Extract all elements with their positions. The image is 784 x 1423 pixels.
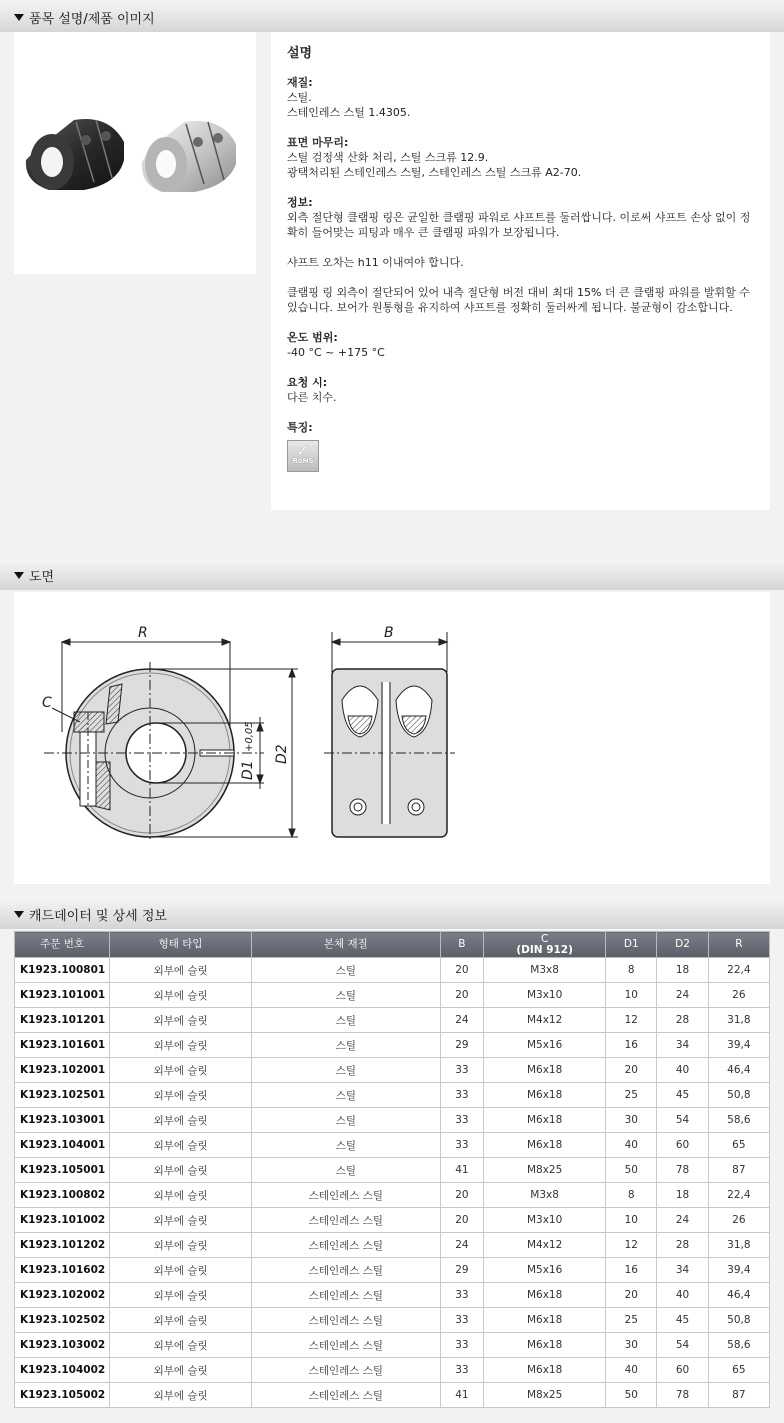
table-cell: 스테인레스 스틸 <box>252 1308 441 1333</box>
table-cell: M6x18 <box>484 1058 606 1083</box>
table-cell: M6x18 <box>484 1333 606 1358</box>
temperature-value: -40 °C ~ +175 °C <box>287 346 385 359</box>
info-paragraph: 샤프트 오차는 h11 이내여야 합니다. <box>287 256 464 269</box>
table-cell: 30 <box>606 1333 657 1358</box>
order-number-cell[interactable]: K1923.101202 <box>15 1233 110 1258</box>
table-cell: 33 <box>440 1133 483 1158</box>
temperature-label: 온도 범위: <box>287 331 338 344</box>
info-label: 정보: <box>287 196 313 209</box>
table-row[interactable] <box>15 958 770 983</box>
table-cell: M6x18 <box>484 1358 606 1383</box>
order-number-cell[interactable]: K1923.102001 <box>15 1058 110 1083</box>
table-cell: 외부에 슬릿 <box>110 1083 252 1108</box>
table-cell: 8 <box>606 1183 657 1208</box>
table-cell: 46,4 <box>708 1058 769 1083</box>
table-cell: 8 <box>606 958 657 983</box>
table-cell: 20 <box>606 1283 657 1308</box>
table-cell: 29 <box>440 1258 483 1283</box>
column-header[interactable]: D1 <box>606 932 657 958</box>
table-cell: 스틸 <box>252 1058 441 1083</box>
table-header-row <box>15 932 770 958</box>
table-cell: 40 <box>606 1133 657 1158</box>
table-cell: 40 <box>606 1358 657 1383</box>
table-cell: 54 <box>657 1333 708 1358</box>
features-label: 특징: <box>287 421 313 434</box>
order-number-cell[interactable]: K1923.100802 <box>15 1183 110 1208</box>
table-row[interactable] <box>15 1008 770 1033</box>
table-cell: 스테인레스 스틸 <box>252 1183 441 1208</box>
table-cell: 45 <box>657 1083 708 1108</box>
table-row[interactable] <box>15 1358 770 1383</box>
table-cell: 58,6 <box>708 1108 769 1133</box>
silver-collar <box>142 121 236 192</box>
order-number-cell[interactable]: K1923.102502 <box>15 1308 110 1333</box>
table-cell: 스테인레스 스틸 <box>252 1233 441 1258</box>
table-cell: 스틸 <box>252 1083 441 1108</box>
table-cell: 스테인레스 스틸 <box>252 1383 441 1408</box>
table-cell: 45 <box>657 1308 708 1333</box>
table-cell: 24 <box>440 1233 483 1258</box>
table-cell: 외부에 슬릿 <box>110 958 252 983</box>
table-cell: 스테인레스 스틸 <box>252 1358 441 1383</box>
order-number-cell[interactable]: K1923.101001 <box>15 983 110 1008</box>
table-cell: 외부에 슬릿 <box>110 1258 252 1283</box>
column-header[interactable]: D2 <box>657 932 708 958</box>
table-cell: 33 <box>440 1058 483 1083</box>
table-cell: 87 <box>708 1158 769 1183</box>
order-number-cell[interactable]: K1923.105001 <box>15 1158 110 1183</box>
column-header[interactable]: B <box>440 932 483 958</box>
order-number-cell[interactable]: K1923.100801 <box>15 958 110 983</box>
table-row[interactable] <box>15 1383 770 1408</box>
order-number-cell[interactable]: K1923.105002 <box>15 1383 110 1408</box>
table-cell: 46,4 <box>708 1283 769 1308</box>
table-cell: 24 <box>440 1008 483 1033</box>
order-number-cell[interactable]: K1923.101602 <box>15 1258 110 1283</box>
table-row[interactable] <box>15 1333 770 1358</box>
table-cell: 41 <box>440 1158 483 1183</box>
cad-data-table <box>14 931 770 1408</box>
table-row[interactable] <box>15 1308 770 1333</box>
table-cell: 외부에 슬릿 <box>110 1208 252 1233</box>
table-cell: 외부에 슬릿 <box>110 1333 252 1358</box>
table-cell: M8x25 <box>484 1158 606 1183</box>
table-cell: M6x18 <box>484 1133 606 1158</box>
table-cell: 33 <box>440 1333 483 1358</box>
description-panel <box>271 32 770 510</box>
table-cell: 10 <box>606 983 657 1008</box>
table-cell: 33 <box>440 1358 483 1383</box>
table-cell: M4x12 <box>484 1008 606 1033</box>
material-label: 재질: <box>287 76 313 89</box>
table-row[interactable] <box>15 1283 770 1308</box>
table-cell: 스틸 <box>252 958 441 983</box>
table-cell: 33 <box>440 1083 483 1108</box>
table-row[interactable] <box>15 1133 770 1158</box>
description-heading: 설명 <box>287 46 313 61</box>
collapse-triangle-icon <box>14 572 24 579</box>
table-cell: 외부에 슬릿 <box>110 983 252 1008</box>
table-cell: 50,8 <box>708 1308 769 1333</box>
table-cell: 외부에 슬릿 <box>110 1358 252 1383</box>
section-title: 품목 설명/제품 이미지 <box>29 11 155 27</box>
collapse-triangle-icon <box>14 14 24 21</box>
table-row[interactable] <box>15 1183 770 1208</box>
table-cell: M3x10 <box>484 983 606 1008</box>
table-row[interactable] <box>15 1108 770 1133</box>
table-cell: 외부에 슬릿 <box>110 1283 252 1308</box>
column-header[interactable]: R <box>708 932 769 958</box>
technical-drawing <box>14 592 770 884</box>
table-cell: 26 <box>708 1208 769 1233</box>
table-cell: 스틸 <box>252 1158 441 1183</box>
table-cell: 16 <box>606 1033 657 1058</box>
table-cell: 33 <box>440 1283 483 1308</box>
table-row[interactable] <box>15 1258 770 1283</box>
table-cell: 65 <box>708 1358 769 1383</box>
table-cell: 20 <box>440 1183 483 1208</box>
table-cell: 20 <box>606 1058 657 1083</box>
section-title: 캐드데이터 및 상세 정보 <box>29 908 167 924</box>
column-header[interactable]: 본체 재질 <box>252 932 441 958</box>
table-cell: 50 <box>606 1383 657 1408</box>
table-cell: M6x18 <box>484 1308 606 1333</box>
order-number-cell[interactable]: K1923.103001 <box>15 1108 110 1133</box>
order-number-cell[interactable]: K1923.101002 <box>15 1208 110 1233</box>
table-cell: 스테인레스 스틸 <box>252 1208 441 1233</box>
table-cell: M6x18 <box>484 1083 606 1108</box>
table-row[interactable] <box>15 1158 770 1183</box>
table-cell: 외부에 슬릿 <box>110 1308 252 1333</box>
info-paragraph: 클램핑 링 외측이 절단되어 있어 내측 절단형 버전 대비 최대 15% 더 큰 클램핑 파워를 발휘할 수 있습니다. 보어가 원통형을 유지하여 샤프트를 정확히 둘러싸게 됩니다. 불균형이 감소합니다. <box>287 286 750 314</box>
order-number-cell[interactable]: K1923.101201 <box>15 1008 110 1033</box>
table-cell: 18 <box>657 958 708 983</box>
table-cell: 스틸 <box>252 1108 441 1133</box>
table-cell: 외부에 슬릿 <box>110 1233 252 1258</box>
order-number-cell[interactable]: K1923.102002 <box>15 1283 110 1308</box>
finish-line: 광택처리된 스테인레스 스틸, 스테인레스 스틸 스크류 A2-70. <box>287 166 582 179</box>
column-header[interactable]: 주문 번호 <box>15 932 110 958</box>
finish-line: 스틸 검정색 산화 처리, 스틸 스크류 12.9. <box>287 151 489 164</box>
section-header-cad[interactable] <box>0 899 784 929</box>
black-collar <box>26 119 124 190</box>
table-cell: 39,4 <box>708 1033 769 1058</box>
rohs-badge-icon: ✓ RoHS <box>287 440 319 472</box>
table-cell: 25 <box>606 1083 657 1108</box>
table-cell: 87 <box>708 1383 769 1408</box>
table-cell: 30 <box>606 1108 657 1133</box>
table-cell: 10 <box>606 1208 657 1233</box>
table-cell: 22,4 <box>708 1183 769 1208</box>
table-cell: 41 <box>440 1383 483 1408</box>
column-header[interactable]: 형태 타입 <box>110 932 252 958</box>
request-value: 다른 치수. <box>287 391 337 404</box>
finish-label: 표면 마무리: <box>287 136 349 149</box>
table-cell: 33 <box>440 1308 483 1333</box>
request-label: 요청 시: <box>287 376 328 389</box>
table-row[interactable] <box>15 983 770 1008</box>
table-cell: M3x8 <box>484 1183 606 1208</box>
table-cell: 외부에 슬릿 <box>110 1383 252 1408</box>
table-cell: 스틸 <box>252 1008 441 1033</box>
table-cell: 34 <box>657 1258 708 1283</box>
dim-label-B: B <box>384 625 394 641</box>
product-image <box>14 32 256 274</box>
table-cell: 28 <box>657 1008 708 1033</box>
material-line: 스틸. <box>287 91 312 104</box>
table-cell: M6x18 <box>484 1108 606 1133</box>
table-cell: 24 <box>657 1208 708 1233</box>
table-cell: 31,8 <box>708 1233 769 1258</box>
table-cell: M4x12 <box>484 1233 606 1258</box>
column-header[interactable]: C (DIN 912) <box>484 932 606 958</box>
table-cell: 22,4 <box>708 958 769 983</box>
table-cell: 20 <box>440 958 483 983</box>
section-header-description[interactable] <box>0 2 784 32</box>
table-cell: 스테인레스 스틸 <box>252 1258 441 1283</box>
table-cell: 24 <box>657 983 708 1008</box>
order-number-cell[interactable]: K1923.103002 <box>15 1333 110 1358</box>
table-cell: 스틸 <box>252 983 441 1008</box>
table-cell: 29 <box>440 1033 483 1058</box>
table-cell: 외부에 슬릿 <box>110 1183 252 1208</box>
section-header-drawing[interactable] <box>0 560 784 590</box>
table-cell: 58,6 <box>708 1333 769 1358</box>
order-number-cell[interactable]: K1923.102501 <box>15 1083 110 1108</box>
table-cell: 18 <box>657 1183 708 1208</box>
table-cell: 28 <box>657 1233 708 1258</box>
table-cell: 스틸 <box>252 1133 441 1158</box>
table-cell: 78 <box>657 1158 708 1183</box>
table-row[interactable] <box>15 1058 770 1083</box>
table-cell: 33 <box>440 1108 483 1133</box>
product-photo <box>14 32 256 274</box>
dim-label-D1: D1 <box>240 760 256 780</box>
table-cell: 12 <box>606 1008 657 1033</box>
table-cell: 25 <box>606 1308 657 1333</box>
table-row[interactable] <box>15 1033 770 1058</box>
material-line: 스테인레스 스틸 1.4305. <box>287 106 411 119</box>
table-row[interactable] <box>15 1083 770 1108</box>
section-title: 도면 <box>29 569 55 585</box>
table-cell: 40 <box>657 1283 708 1308</box>
info-paragraph: 외측 절단형 클램핑 링은 균일한 클램핑 파워로 샤프트를 둘러쌉니다. 이로써 샤프트 손상 없이 정확히 들어맞는 피팅과 매우 큰 클램핑 파워가 보장됩니다. <box>287 211 751 239</box>
table-cell: 외부에 슬릿 <box>110 1108 252 1133</box>
table-cell: 외부에 슬릿 <box>110 1008 252 1033</box>
table-cell: 외부에 슬릿 <box>110 1058 252 1083</box>
table-cell: 78 <box>657 1383 708 1408</box>
dim-label-tolerance: +0,05 <box>244 721 255 752</box>
table-cell: 12 <box>606 1233 657 1258</box>
table-cell: 60 <box>657 1133 708 1158</box>
table-cell: 31,8 <box>708 1008 769 1033</box>
table-cell: 외부에 슬릿 <box>110 1158 252 1183</box>
table-cell: 20 <box>440 983 483 1008</box>
order-number-cell[interactable]: K1923.104002 <box>15 1358 110 1383</box>
table-cell: 40 <box>657 1058 708 1083</box>
table-cell: M5x16 <box>484 1033 606 1058</box>
table-cell: 65 <box>708 1133 769 1158</box>
table-cell: M3x8 <box>484 958 606 983</box>
table-row[interactable] <box>15 1233 770 1258</box>
table-cell: 60 <box>657 1358 708 1383</box>
drawing-svg <box>14 592 770 884</box>
table-cell: 16 <box>606 1258 657 1283</box>
table-cell: 50 <box>606 1158 657 1183</box>
table-cell: 50,8 <box>708 1083 769 1108</box>
table-cell: 스테인레스 스틸 <box>252 1333 441 1358</box>
collapse-triangle-icon <box>14 911 24 918</box>
dim-label-D2: D2 <box>274 744 290 764</box>
table-cell: M3x10 <box>484 1208 606 1233</box>
order-number-cell[interactable]: K1923.104001 <box>15 1133 110 1158</box>
table-cell: 39,4 <box>708 1258 769 1283</box>
table-cell: 스틸 <box>252 1033 441 1058</box>
table-cell: 스테인레스 스틸 <box>252 1283 441 1308</box>
table-cell: M6x18 <box>484 1283 606 1308</box>
table-cell: 34 <box>657 1033 708 1058</box>
table-row[interactable] <box>15 1208 770 1233</box>
table-cell: 외부에 슬릿 <box>110 1133 252 1158</box>
table-cell: 26 <box>708 983 769 1008</box>
table-cell: M8x25 <box>484 1383 606 1408</box>
table-cell: M5x16 <box>484 1258 606 1283</box>
order-number-cell[interactable]: K1923.101601 <box>15 1033 110 1058</box>
table-cell: 외부에 슬릿 <box>110 1033 252 1058</box>
table-cell: 54 <box>657 1108 708 1133</box>
dim-label-R: R <box>138 625 148 641</box>
table-cell: 20 <box>440 1208 483 1233</box>
dim-label-C: C <box>42 695 52 711</box>
